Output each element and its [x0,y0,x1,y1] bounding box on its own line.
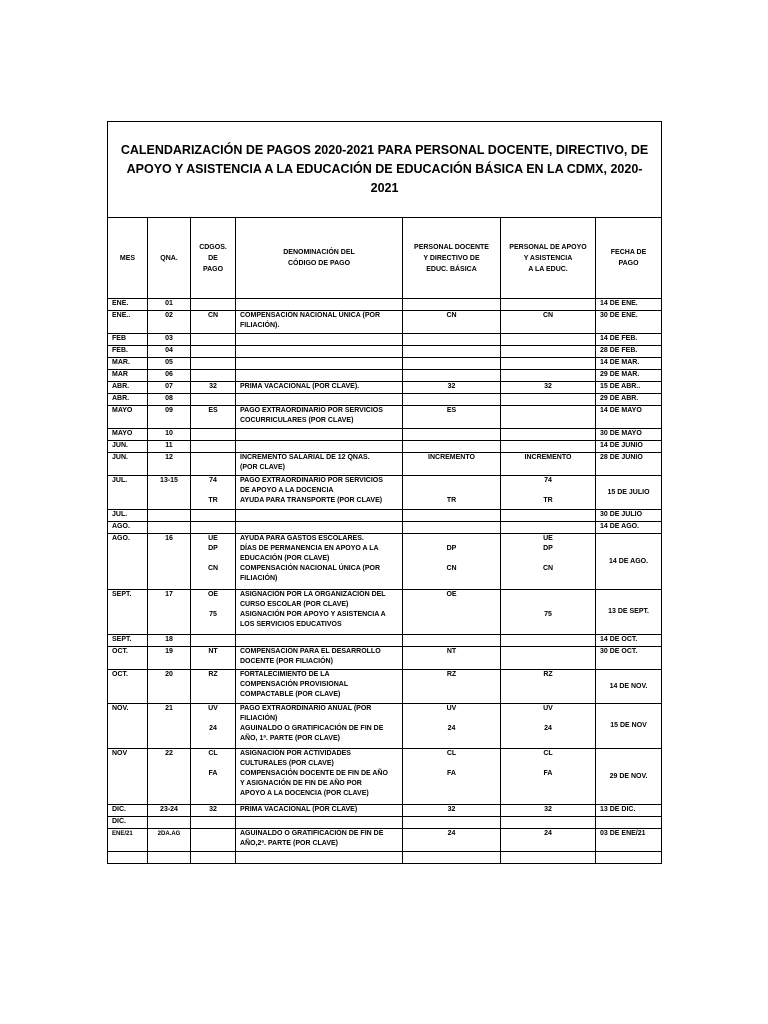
docente-cell [403,510,501,522]
docente-cell: CL FA [403,749,501,805]
apoyo-cell [501,394,596,406]
qna-cell: 17 [148,590,191,635]
fecha-cell: 14 DE MAR. [596,358,662,370]
denomination-cell: PRIMA VACACIONAL (POR CLAVE) [236,805,403,817]
docente-cell [403,522,501,534]
table-row [108,346,662,358]
fecha-cell: 14 DE AGO. [596,534,662,590]
qna-cell: 19 [148,647,191,670]
code-cell: ES [191,406,236,429]
table-row [108,852,662,864]
denomination-cell [236,334,403,346]
header-row [108,218,662,299]
docente-cell [403,346,501,358]
qna-cell: 23-24 [148,805,191,817]
mes-cell: ABR. [108,394,148,406]
fecha-cell: 15 DE JULIO [596,476,662,510]
mes-cell: MAYO [108,429,148,441]
docente-cell: UV 24 [403,704,501,749]
qna-cell: 20 [148,670,191,704]
table-row [108,635,662,647]
mes-cell [108,852,148,864]
code-cell: CN [191,311,236,334]
mes-cell: SEPT. [108,590,148,635]
code-cell: CL FA [191,749,236,805]
apoyo-cell [501,358,596,370]
mes-cell: NOV. [108,704,148,749]
table-row [108,453,662,476]
denomination-cell [236,358,403,370]
docente-cell [403,394,501,406]
qna-cell [148,852,191,864]
qna-cell [148,522,191,534]
qna-cell: 02 [148,311,191,334]
denomination-cell [236,441,403,453]
denomination-cell [236,346,403,358]
code-cell: 32 [191,805,236,817]
docente-cell: NT [403,647,501,670]
mes-cell: MAR. [108,358,148,370]
mes-cell: OCT. [108,647,148,670]
apoyo-cell: 75 [501,590,596,635]
mes-cell: MAR [108,370,148,382]
code-cell [191,346,236,358]
code-cell [191,829,236,852]
mes-cell: OCT. [108,670,148,704]
fecha-cell: 29 DE ABR. [596,394,662,406]
docente-cell [403,370,501,382]
apoyo-cell: UV 24 [501,704,596,749]
table-row [108,590,662,635]
table-row [108,299,662,311]
mes-cell: ENE.. [108,311,148,334]
apoyo-cell [501,370,596,382]
mes-cell: DIC. [108,805,148,817]
denomination-cell [236,429,403,441]
title-row [108,122,662,218]
apoyo-cell [501,647,596,670]
table-row [108,534,662,590]
docente-cell: 24 [403,829,501,852]
denomination-cell [236,510,403,522]
docente-cell [403,299,501,311]
docente-cell: RZ [403,670,501,704]
table-row [108,817,662,829]
apoyo-cell [501,346,596,358]
qna-cell: 22 [148,749,191,805]
mes-cell: DIC. [108,817,148,829]
fecha-cell [596,852,662,864]
fecha-cell: 15 DE NOV [596,704,662,749]
code-cell [191,817,236,829]
code-cell: 32 [191,382,236,394]
denomination-cell: PAGO EXTRAORDINARIO POR SERVICIOS COCURRICULARES (POR CLAVE) [236,406,403,429]
apoyo-cell [501,406,596,429]
qna-cell [148,817,191,829]
code-cell [191,522,236,534]
docente-cell: DP CN [403,534,501,590]
denomination-cell: PAGO EXTRAORDINARIO POR SERVICIOS DE APOYO A LA DOCENCIA AYUDA PARA TRANSPORTE (POR CLAVE) [236,476,403,510]
denomination-cell [236,852,403,864]
header-personal-apoyo: PERSONAL DE APOYO Y ASISTENCIA A LA EDUC. [501,218,596,299]
denomination-cell [236,299,403,311]
code-cell [191,453,236,476]
mes-cell: JUN. [108,453,148,476]
qna-cell: 03 [148,334,191,346]
mes-cell: FEB [108,334,148,346]
apoyo-cell: INCREMENTO [501,453,596,476]
table-row [108,394,662,406]
apoyo-cell: UE DP CN [501,534,596,590]
docente-cell [403,817,501,829]
mes-cell: ENE. [108,299,148,311]
apoyo-cell [501,817,596,829]
docente-cell [403,441,501,453]
fecha-cell: 30 DE ENE. [596,311,662,334]
docente-cell: 32 [403,382,501,394]
table-row [108,406,662,429]
table-row [108,670,662,704]
qna-cell: 06 [148,370,191,382]
docente-cell: TR [403,476,501,510]
table-row [108,358,662,370]
fecha-cell: 28 DE FEB. [596,346,662,358]
fecha-cell [596,817,662,829]
code-cell [191,510,236,522]
code-cell [191,370,236,382]
mes-cell: AGO. [108,534,148,590]
qna-cell: 2DA.AG [148,829,191,852]
table-row [108,370,662,382]
fecha-cell: 13 DE DIC. [596,805,662,817]
header-qna: QNA. [148,218,191,299]
mes-cell: JUL. [108,476,148,510]
payment-calendar-table [107,121,662,864]
apoyo-cell [501,429,596,441]
denomination-cell [236,817,403,829]
denomination-cell [236,394,403,406]
fecha-cell: 14 DE AGO. [596,522,662,534]
denomination-cell: FORTALECIMIENTO DE LA COMPENSACIÓN PROVISIONAL COMPACTABLE (POR CLAVE) [236,670,403,704]
table-row [108,647,662,670]
code-cell [191,635,236,647]
table-row [108,441,662,453]
denomination-cell: ASIGNACIÓN POR LA ORGANIZACIÓN DEL CURSO ESCOLAR (POR CLAVE) ASIGNACIÓN POR APOYO Y ASISTENCIA A LOS SERVICIOS EDUCATIVOS [236,590,403,635]
table-row [108,476,662,510]
apoyo-cell: 32 [501,805,596,817]
table-row [108,311,662,334]
apoyo-cell: 24 [501,829,596,852]
docente-cell: OE [403,590,501,635]
table-row [108,522,662,534]
apoyo-cell: CL FA [501,749,596,805]
mes-cell: JUN. [108,441,148,453]
fecha-cell: 14 DE NOV. [596,670,662,704]
denomination-cell: ASIGNACIÓN POR ACTIVIDADES CULTURALES (POR CLAVE) COMPENSACIÓN DOCENTE DE FIN DE AÑO Y ASIGNACIÓN DE FIN DE AÑO POR APOYO A LA DOCENCIA (POR CLAVE) [236,749,403,805]
apoyo-cell [501,510,596,522]
docente-cell: ES [403,406,501,429]
code-cell: 74 TR [191,476,236,510]
header-mes: MES [108,218,148,299]
code-cell: UE DP CN [191,534,236,590]
fecha-cell: 14 DE FEB. [596,334,662,346]
fecha-cell: 14 DE OCT. [596,635,662,647]
docente-cell [403,429,501,441]
code-cell [191,429,236,441]
denomination-cell [236,635,403,647]
denomination-cell [236,370,403,382]
docente-cell [403,635,501,647]
qna-cell: 05 [148,358,191,370]
apoyo-cell [501,441,596,453]
fecha-cell: 14 DE MAYO [596,406,662,429]
docente-cell: INCREMENTO [403,453,501,476]
apoyo-cell [501,522,596,534]
qna-cell: 10 [148,429,191,441]
table-row [108,510,662,522]
table-row [108,429,662,441]
denomination-cell: PAGO EXTRAORDINARIO ANUAL (POR FILIACIÓN) AGUINALDO O GRATIFICACIÓN DE FIN DE AÑO, 1ª. PARTE (POR CLAVE) [236,704,403,749]
table-row [108,382,662,394]
qna-cell: 04 [148,346,191,358]
denomination-cell: COMPENSACIÓN PARA EL DESARROLLO DOCENTE (POR FILIACIÓN) [236,647,403,670]
fecha-cell: 30 DE MAYO [596,429,662,441]
qna-cell: 11 [148,441,191,453]
header-personal-docente: PERSONAL DOCENTE Y DIRECTIVO DE EDUC. BÁSICA [403,218,501,299]
qna-cell: 09 [148,406,191,429]
denomination-cell: INCREMENTO SALARIAL DE 12 QNAS. (POR CLAVE) [236,453,403,476]
code-cell [191,852,236,864]
header-denominacion: DENOMINACIÓN DEL CÓDIGO DE PAGO [236,218,403,299]
fecha-cell: 30 DE JULIO [596,510,662,522]
fecha-cell: 14 DE JUNIO [596,441,662,453]
apoyo-cell [501,299,596,311]
code-cell [191,299,236,311]
docente-cell: 32 [403,805,501,817]
apoyo-cell [501,635,596,647]
fecha-cell: 28 DE JUNIO [596,453,662,476]
header-fecha-pago: FECHA DE PAGO [596,218,662,299]
mes-cell: JUL. [108,510,148,522]
mes-cell: NOV [108,749,148,805]
apoyo-cell [501,334,596,346]
fecha-cell: 29 DE NOV. [596,749,662,805]
denomination-cell: AGUINALDO O GRATIFICACIÓN DE FIN DE AÑO,2ª. PARTE (POR CLAVE) [236,829,403,852]
apoyo-cell [501,852,596,864]
code-cell: UV 24 [191,704,236,749]
qna-cell: 12 [148,453,191,476]
mes-cell: MAYO [108,406,148,429]
docente-cell [403,334,501,346]
docente-cell: CN [403,311,501,334]
qna-cell: 07 [148,382,191,394]
fecha-cell: 30 DE OCT. [596,647,662,670]
qna-cell: 08 [148,394,191,406]
qna-cell: 16 [148,534,191,590]
denomination-cell: AYUDA PARA GASTOS ESCOLARES. DÍAS DE PERMANENCIA EN APOYO A LA EDUCACIÓN (POR CLAVE) COMPENSACIÓN NACIONAL ÚNICA (POR FILIACIÓN) [236,534,403,590]
table-row [108,749,662,805]
qna-cell: 18 [148,635,191,647]
table-row [108,829,662,852]
payment-calendar-document [107,121,661,857]
mes-cell: SEPT. [108,635,148,647]
fecha-cell: 15 DE ABR.. [596,382,662,394]
qna-cell: 01 [148,299,191,311]
table-row [108,704,662,749]
mes-cell: FEB. [108,346,148,358]
mes-cell: ABR. [108,382,148,394]
code-cell [191,358,236,370]
header-cdgos: CDGOS. DE PAGO [191,218,236,299]
qna-cell: 13-15 [148,476,191,510]
apoyo-cell: 32 [501,382,596,394]
denomination-cell: PRIMA VACACIONAL (POR CLAVE). [236,382,403,394]
table-row [108,334,662,346]
fecha-cell: 13 DE SEPT. [596,590,662,635]
docente-cell [403,852,501,864]
table-row [108,805,662,817]
fecha-cell: 29 DE MAR. [596,370,662,382]
fecha-cell: 03 DE ENE/21 [596,829,662,852]
code-cell [191,441,236,453]
denomination-cell [236,522,403,534]
qna-cell: 21 [148,704,191,749]
code-cell: RZ [191,670,236,704]
code-cell [191,394,236,406]
code-cell: NT [191,647,236,670]
mes-cell: AGO. [108,522,148,534]
code-cell [191,334,236,346]
denomination-cell: COMPENSACIÓN NACIONAL ÚNICA (POR FILIACIÓN). [236,311,403,334]
apoyo-cell: RZ [501,670,596,704]
fecha-cell: 14 DE ENE. [596,299,662,311]
code-cell: OE 75 [191,590,236,635]
apoyo-cell: CN [501,311,596,334]
apoyo-cell: 74 TR [501,476,596,510]
qna-cell [148,510,191,522]
mes-cell: ENE/21 [108,829,148,852]
document-title: CALENDARIZACIÓN DE PAGOS 2020-2021 PARA PERSONAL DOCENTE, DIRECTIVO, DE APOYO Y ASISTENCIA A LA EDUCACIÓN DE EDUCACIÓN BÁSICA EN LA CDMX, 2020-2021 [108,122,662,218]
docente-cell [403,358,501,370]
